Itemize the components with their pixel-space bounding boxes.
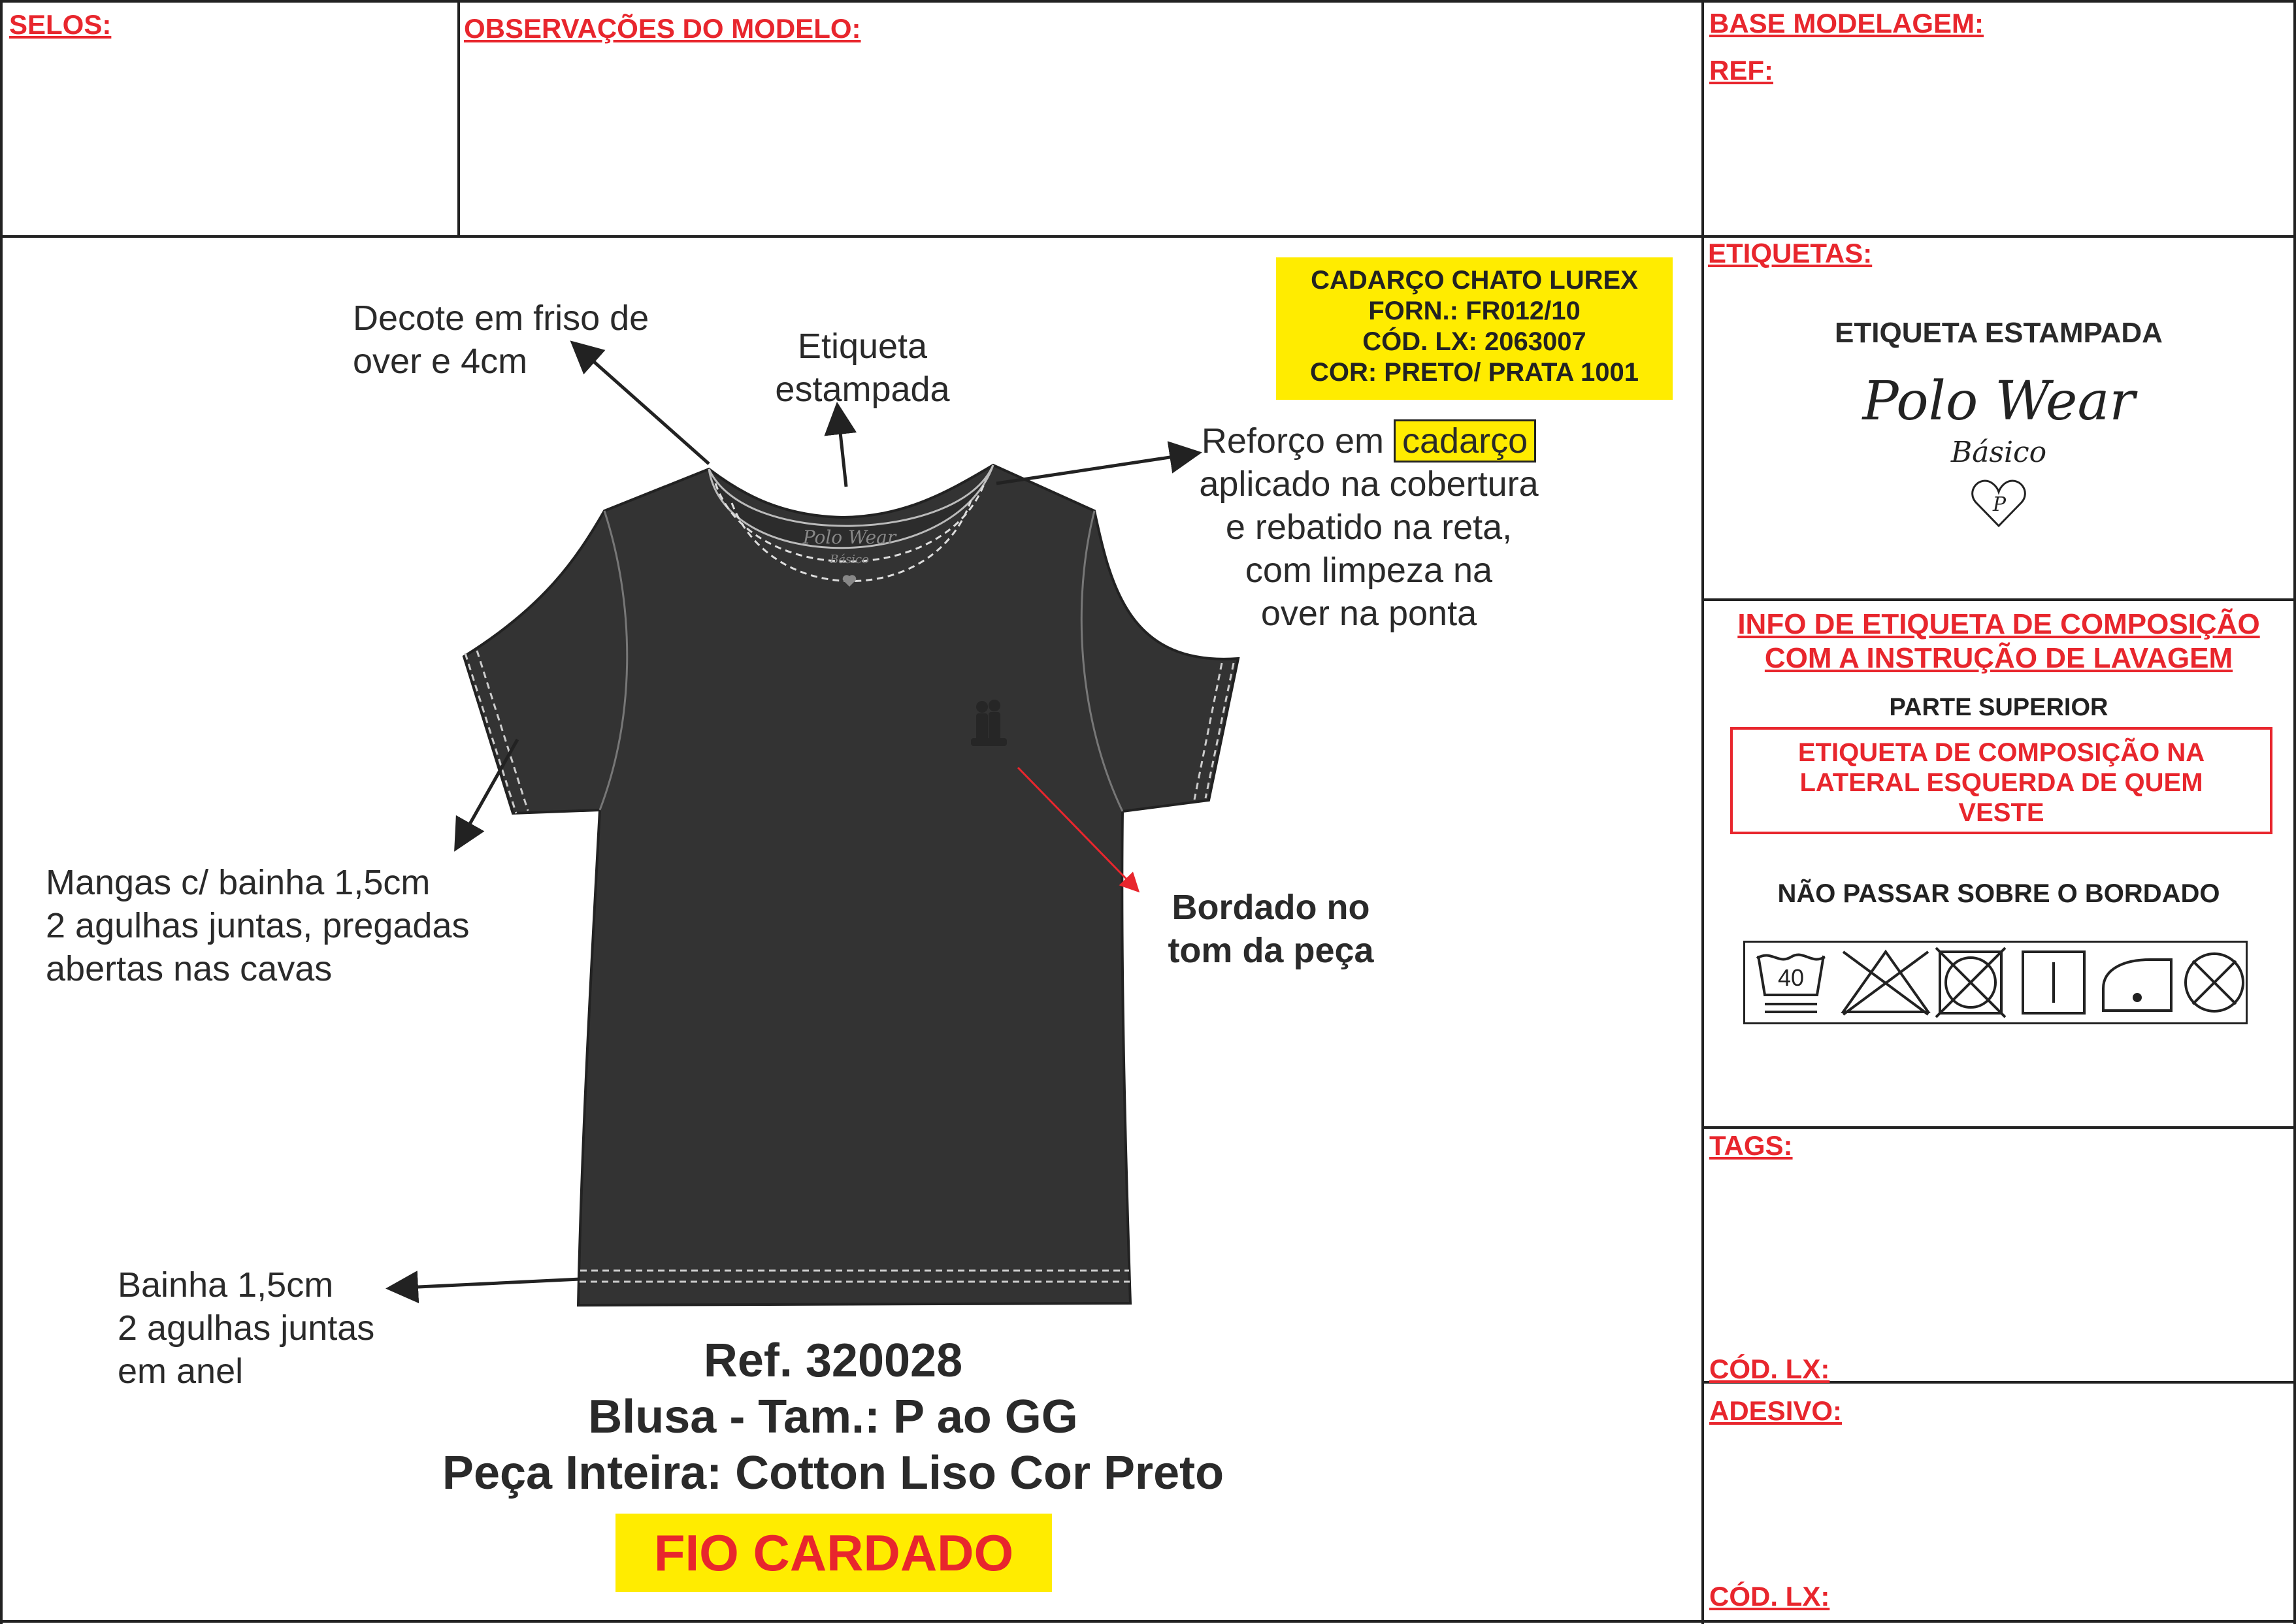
svg-text:Polo Wear: Polo Wear — [802, 527, 896, 548]
care-symbols — [1743, 941, 2248, 1024]
callout-mangas: Mangas c/ bainha 1,5cm 2 agulhas juntas, pregadas abertas nas cavas — [46, 863, 470, 988]
svg-text:Básico: Básico — [830, 553, 869, 566]
brand-logo — [1703, 369, 2295, 536]
brand-logo-sub: Básico — [1950, 436, 2047, 469]
product-info — [392, 1333, 1274, 1501]
callout-etiqueta: Etiqueta estampada — [775, 327, 950, 409]
composicao-box: ETIQUETA DE COMPOSIÇÃO NA LATERAL ESQUERDA DE QUEM VESTE — [1730, 727, 2272, 834]
etiqueta-estampada-title: ETIQUETA ESTAMPADA — [1835, 317, 2163, 349]
callout-decote: Decote em friso de over e 4cm — [353, 299, 649, 381]
observacoes-label: OBSERVAÇÕES DO MODELO: — [464, 13, 861, 44]
arrow-etiqueta — [838, 408, 846, 487]
divider-info — [1703, 1126, 2295, 1129]
do-not-tumble-dry-icon — [1936, 948, 2005, 1017]
tags-label: TAGS: — [1709, 1130, 1793, 1161]
nao-passar-text: NÃO PASSAR SOBRE O BORDADO — [1777, 879, 2220, 908]
cadarco-info-box: CADARÇO CHATO LUREX FORN.: FR012/10 CÓD. LX: 2063007 COR: PRETO/ PRATA 1001 — [1276, 257, 1673, 400]
cod-lx-label-tags: CÓD. LX: — [1709, 1354, 1830, 1384]
base-modelagem-label: BASE MODELAGEM: — [1709, 8, 1984, 39]
cadarco-highlight: cadarço — [1394, 419, 1536, 463]
fio-cardado-box: FIO CARDADO — [615, 1514, 1052, 1592]
selos-label: SELOS: — [9, 9, 112, 40]
svg-text:P: P — [1992, 493, 2007, 516]
wash-40-icon — [1757, 955, 1825, 1012]
product-fabric: Peça Inteira: Cotton Liso Cor Preto — [442, 1447, 1224, 1499]
info-composicao-title: INFO DE ETIQUETA DE COMPOSIÇÃO COM A INSTRUÇÃO DE LAVAGEM — [1737, 608, 2260, 674]
do-not-bleach-icon — [1843, 952, 1928, 1015]
callout-reforco: Reforço em cadarço aplicado na cobertura e rebatido na reta, com limpeza na over na ponta — [1173, 419, 1565, 635]
do-not-dry-clean-icon — [2186, 954, 2243, 1011]
adesivo-label: ADESIVO: — [1709, 1395, 1843, 1426]
parte-superior: PARTE SUPERIOR — [1889, 694, 2108, 721]
arrow-bainha — [392, 1279, 580, 1288]
iron-low-icon — [2103, 960, 2171, 1011]
arrow-reforco — [996, 453, 1196, 483]
callout-bordado: Bordado no tom da peça — [1168, 888, 1374, 970]
etiquetas-label: ETIQUETAS: — [1708, 238, 1873, 268]
divider-etiquetas — [1703, 598, 2295, 601]
callout-bainha: Bainha 1,5cm 2 agulhas juntas em anel — [118, 1265, 375, 1391]
heart-icon — [1969, 474, 2028, 532]
ref-label: REF: — [1709, 55, 1773, 86]
svg-text:40: 40 — [1777, 964, 1805, 991]
cod-lx-label-adesivo: CÓD. LX: — [1709, 1581, 1830, 1612]
tshirt-body — [464, 465, 1238, 1305]
product-ref: Ref. 320028 — [703, 1335, 963, 1387]
line-dry-icon — [2023, 952, 2084, 1013]
brand-logo-name: Polo Wear — [1862, 370, 2135, 432]
product-desc: Blusa - Tam.: P ao GG — [588, 1391, 1078, 1443]
